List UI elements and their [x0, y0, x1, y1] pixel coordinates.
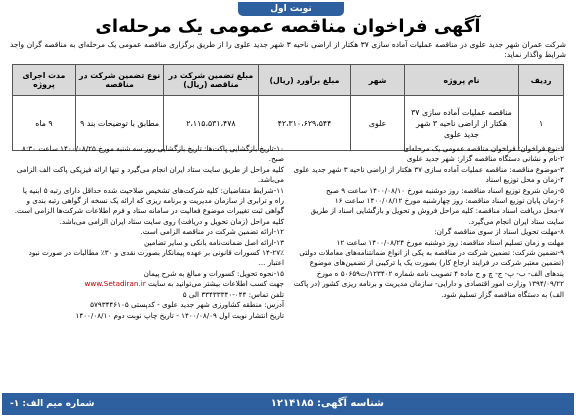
- cell-duration: ۹ ماه: [13, 96, 76, 151]
- header-row-number: ردیف: [519, 65, 564, 96]
- term-item: ۵-زمان شروع توزیع اسناد مناقصه: روز دوشنبه مورخ ۱۴۰۰/۰۸/۱۰ ساعت ۹ صبح: [326, 185, 564, 195]
- table-row: [13, 96, 564, 151]
- term-item: ۱۴-۲۷٪ کسورات قانونی بر عهده پیمانکار بصورت نقدی و ۳۰٪ مطالبات در صورت نبود اعتبار ...: [28, 248, 284, 268]
- term-item: ۹-تضمین شرکت: تضمین شرکت در مناقصه به یکی از انواع ضمانتنامه‌های معاملات دولتی (تضمین معتبر شرکت در فرایند ارجاع کار) بصورت یک یا ترکیبی از تضمین‌های موضوع بندهای الف- ب- پ- ج- چ و ح ماده ۴ تصویب نامه شماره ۱۲۳۴۰۲/ت۵۰۶۵۹ ه مورخ ۱۳۹۴/۰۹/۲۲ وزارت امور اقتصادی و دارایی- سازمان مدیریت و برنامه ریزی کشور (در پاکت الف) به دستگاه مناقصه گزار تسلیم شود.: [293, 248, 564, 299]
- table-header-row: [13, 65, 564, 96]
- footer-bar: [2, 393, 574, 415]
- ad-id: شناسه آگهی: ۱۲۱۴۱۸۵: [270, 398, 384, 409]
- term-item: تاریخ انتشار نوبت اول ۱۴۰۰/۰۸/۰۹ - تاریخ چاپ نوبت دوم ۱۴۰۰/۰۸/۱۰: [75, 310, 284, 320]
- header-estimate: مبلغ برآورد (ریال): [258, 65, 351, 96]
- header-guarantee-amount: مبلغ تضمین شرکت در مناقصه (ریال): [164, 65, 258, 96]
- page-code: شماره میم الف: ۱-: [10, 399, 95, 409]
- setadiran-link[interactable]: www.Setadiran.ir: [84, 279, 146, 289]
- cell-guarantee-amount: ۲،۱۱۵،۵۳۱،۴۷۸: [164, 96, 258, 151]
- term-item: ۷-محل دریافت اسناد مناقصه: کلیه مراحل فروش و تحویل و بازگشایی اسناد از طریق سایت ستاد ایران انجام می‌گیرد.: [310, 206, 564, 226]
- term-item: ۸-مهلت تحویل اسناد از سوی مناقصه گران:: [434, 227, 564, 237]
- term-item: ۴-زمان و محل توزیع اسناد: [485, 175, 564, 185]
- term-item: ۱۵-نحوه تحویل: کسورات و مبالغ به شرح پیمان: [143, 268, 284, 278]
- cell-row-number: ۱: [519, 96, 564, 151]
- tender-table: [12, 64, 564, 151]
- ad-title: آگهی فراخوان مناقصه عمومی یک مرحله‌ای: [95, 16, 481, 37]
- intro-text: شرکت عمران شهر جدید علوی در مناقصه عملیات آماده سازی ۳۷ هکتار از اراضی ناحیه ۳ شهر جدید علوی را از طریق برگزاری مناقصه عمومی یک مرحله‌ای به مناقصه گران واجد شرایط واگذار نماید:: [10, 40, 566, 59]
- edition-badge: نوبت اول: [238, 2, 344, 16]
- term-item-link: [12, 279, 284, 289]
- terms-columns: [12, 144, 564, 374]
- term-item: آدرس: منطقه کشاورزی شهر جدید علوی - کدپستی ۵۷۹۳۴۴۶۱۰۵: [90, 300, 284, 310]
- header-project-name: نام پروژه: [404, 65, 518, 96]
- term-item: ۱-نوع فراخوان: فراخوان مناقصه عمومی یک مرحله‌ای: [403, 144, 564, 153]
- term-item: جهت کسب اطلاعات بیشتر می‌توانید به سایت: [148, 279, 284, 289]
- cell-guarantee-type: مطابق با توضیحات بند ۹: [75, 96, 163, 151]
- cell-city: علوی: [351, 96, 404, 151]
- terms-left-column: [12, 144, 284, 321]
- term-item: ۶-زمان پایان توزیع اسناد مناقصه: روز چهارشنبه مورخ ۱۴۰۰/۰۸/۱۲ ساعت ۱۶: [334, 196, 564, 206]
- term-item: ۱۰-تاریخ بازگشایی پاکت‌ها: تاریخ بازگشایی روز سه شنبه مورخ ۱۴۰۰/۰۸/۲۵ ساعت ۸:۳۰ صبح.: [22, 144, 284, 164]
- term-item: ۱۲-ارائه تضمین شرکت در مناقصه الزامی است.: [140, 227, 284, 237]
- term-item: ۱۳-ارائه اصل ضمانت‌نامه بانکی و سایر تضامین: [143, 237, 284, 247]
- ad-frame: [2, 2, 574, 417]
- cell-project-name: مناقصه عملیات آماده سازی ۳۷ هکتار از اراضی ناحیه ۳ شهر جدید علوی: [404, 96, 518, 151]
- term-item: مهلت و زمان تسلیم اسناد مناقصه: روز دوشنبه مورخ ۱۴۰۰/۰۸/۲۴ ساعت ۱۲: [336, 237, 564, 247]
- term-item: تلفن تماس: ۰۴۴-۳۳۴۳۳۳۴۰ الی ۵: [182, 289, 284, 299]
- cell-estimate: ۴۲،۳۱۰،۶۲۹،۵۴۴: [258, 96, 351, 151]
- header-guarantee-type: نوع تضمین شرکت در مناقصه: [75, 65, 163, 96]
- header-city: شهر: [351, 65, 404, 96]
- term-item: کلیه مراحل از طریق سایت ستاد ایران انجام می‌گیرد و تنها ارائه فیزیکی پاکت الف الزامی می‌باشد.: [16, 164, 284, 185]
- term-item: ۲-نام و نشانی دستگاه مناقصه گزار: شهر جدید علوی: [406, 154, 564, 164]
- term-item: ۱۱-شرایط متقاضیان: کلیه شرکت‌های تشخیص صلاحیت شده حداقل دارای رتبه ۵ ابنیه یا راه و ترابری از سازمان مدیریت و برنامه ریزی که ارائه یک نسخه از گواهی رتبه بندی و گواهی ثبت تغییرات موضوع فعالیت در سامانه ستاد و فرم اطلاعات شرکت‌ها الزامی است. کلیه مراحل (زمان تحویل و دریافت) روی سایت ستاد ایران الزامی می‌باشد.: [14, 185, 284, 226]
- header-duration: مدت اجرای پروژه: [13, 65, 76, 96]
- terms-right-column: [292, 144, 564, 300]
- term-item: ۳-موضوع مناقصه: مناقصه عملیات آماده سازی ۳۷ هکتار از اراضی ناحیه ۳ شهر جدید علوی: [293, 164, 564, 174]
